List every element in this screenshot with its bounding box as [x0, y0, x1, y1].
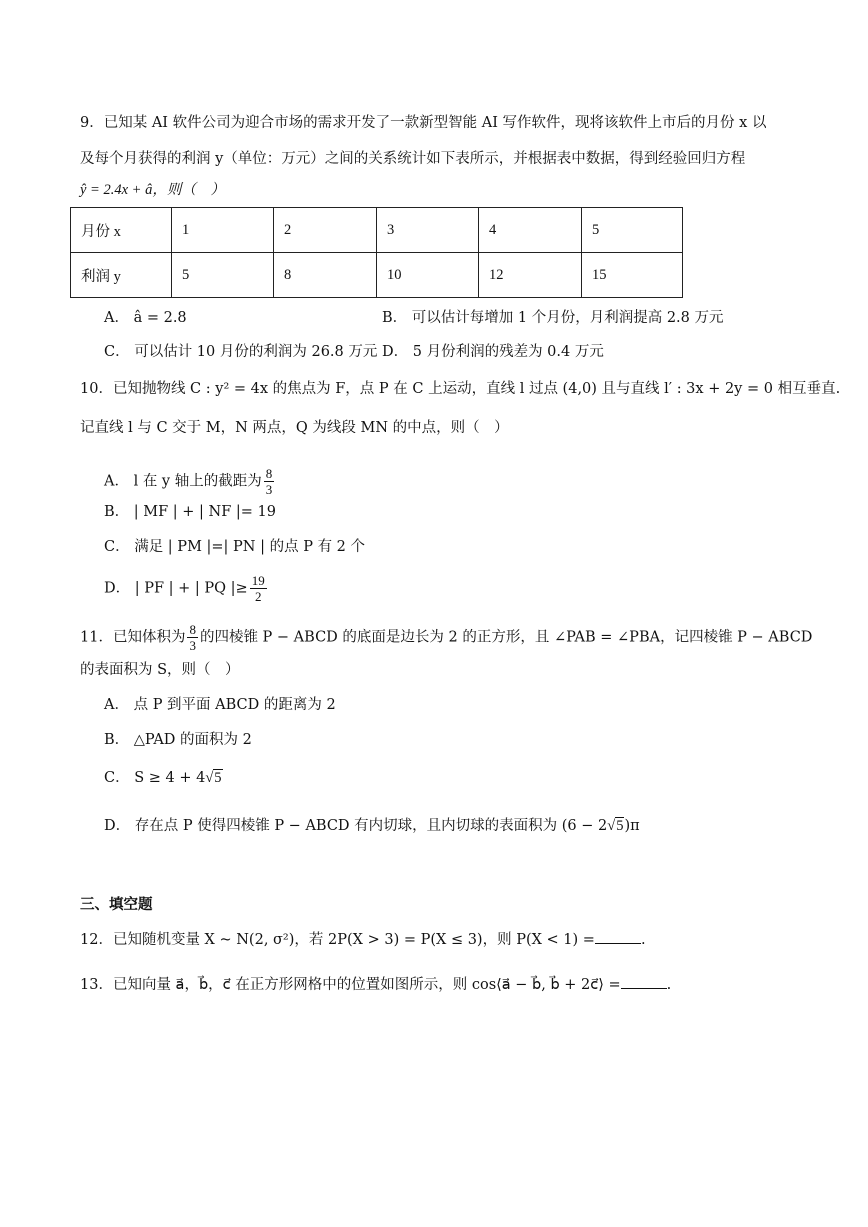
- q11-option-c-text: C． S ≥ 4 + 4: [104, 770, 206, 786]
- q10-option-b: B． | MF | + | NF |= 19: [104, 504, 276, 520]
- q9-option-c: C． 可以估计 10 月份的利润为 26.8 万元: [104, 344, 378, 360]
- q9-option-a: A． â = 2.8: [104, 310, 187, 326]
- table-cell: 1: [172, 208, 274, 253]
- table-cell: 5: [172, 253, 274, 298]
- answer-blank: [595, 929, 641, 944]
- radicand: 5: [616, 818, 624, 834]
- table-cell: 3: [377, 208, 479, 253]
- q10-line2: 记直线 l 与 C 交于 M，N 两点，Q 为线段 MN 的中点，则（ ）: [80, 420, 509, 436]
- q11-option-b: B． △PAD 的面积为 2: [104, 732, 252, 748]
- q13-question: 13．已知向量 a⃗，b⃗，c⃗ 在正方形网格中的位置如图所示，则 cos⟨a⃗ − b⃗, b⃗ + 2c⃗⟩ =: [80, 977, 621, 993]
- answer-blank: [621, 974, 667, 989]
- table-cell: 10: [377, 253, 479, 298]
- q10-option-d: [104, 573, 269, 604]
- q10-line1: 10．已知抛物线 C : y² = 4x 的焦点为 F，点 P 在 C 上运动，直线 l 过点 (4,0) 且与直线 l′ : 3x + 2y = 0 相互垂直.: [80, 381, 841, 397]
- q13-tail: .: [666, 977, 672, 993]
- row-label: 月份 x: [71, 208, 172, 253]
- q10-option-a-text: A． l 在 y 轴上的截距为: [104, 473, 262, 490]
- q13-text: [80, 974, 671, 995]
- numerator: 8: [265, 466, 273, 481]
- table-cell: 4: [479, 208, 582, 253]
- table-row-month: [71, 208, 683, 253]
- q11-option-d: D． 存在点 P 使得四棱锥 P − ABCD 有内切球，且内切球的表面积为 (6 − 2√5)π: [104, 818, 640, 834]
- radicand: 5: [214, 770, 222, 786]
- q11-option-a: A． 点 P 到平面 ABCD 的距离为 2: [104, 697, 336, 713]
- q9-line1: 9．已知某 AI 软件公司为迎合市场的需求开发了一款新型智能 AI 写作软件，现将该软件上市后的月份 x 以: [80, 115, 767, 131]
- q11-line1-post: 的四棱锥 P − ABCD 的底面是边长为 2 的正方形，且 ∠PAB = ∠PBA，记四棱锥 P − ABCD: [199, 629, 813, 646]
- table-cell: 15: [582, 253, 683, 298]
- table-cell: 8: [274, 253, 377, 298]
- fraction: [187, 622, 198, 653]
- fraction: [264, 466, 275, 497]
- table-cell: 5: [582, 208, 683, 253]
- q10-option-d-text: D． | PF | + | PQ |≥: [104, 580, 248, 597]
- q9-data-table: [70, 207, 683, 298]
- row-label: 利润 y: [71, 253, 172, 298]
- q9-equation: ŷ = 2.4x + â，则（ ）: [80, 182, 225, 198]
- q9-line2: 及每个月获得的利润 y（单位：万元）之间的关系统计如下表所示，并根据表中数据，得到经验回归方程: [80, 151, 746, 167]
- q12-text: [80, 929, 646, 950]
- q9-option-b: B． 可以估计每增加 1 个月份，月利润提高 2.8 万元: [382, 310, 724, 326]
- q10-option-a: [104, 466, 276, 497]
- denominator: 2: [254, 589, 262, 604]
- q11-line2: 的表面积为 S，则（ ）: [80, 662, 240, 678]
- denominator: 3: [189, 638, 196, 653]
- q12-question: 12．已知随机变量 X ~ N(2, σ²)，若 2P(X > 3) = P(X ≤ 3)，则 P(X < 1) =: [80, 932, 595, 948]
- q11-line1-pre: 11．已知体积为: [80, 629, 186, 646]
- q10-option-c: C． 满足 | PM |=| PN | 的点 P 有 2 个: [104, 539, 366, 555]
- table-cell: 2: [274, 208, 377, 253]
- q9-option-d: D． 5 月份利润的残差为 0.4 万元: [382, 344, 604, 360]
- numerator: 19: [251, 573, 265, 588]
- numerator: 8: [189, 622, 196, 637]
- fraction: [250, 573, 267, 604]
- q12-tail: .: [640, 932, 646, 948]
- denominator: 3: [265, 482, 273, 497]
- q11-line1: [80, 622, 812, 653]
- table-row-profit: [71, 253, 683, 298]
- section-heading: 三、填空题: [80, 896, 153, 913]
- q11-option-c: C． S ≥ 4 + 4√5: [104, 770, 222, 786]
- table-cell: 12: [479, 253, 582, 298]
- q11-option-d-text: D． 存在点 P 使得四棱锥 P − ABCD 有内切球，且内切球的表面积为 (6 − 2: [104, 818, 608, 834]
- q11-option-d-post: )π: [624, 818, 640, 834]
